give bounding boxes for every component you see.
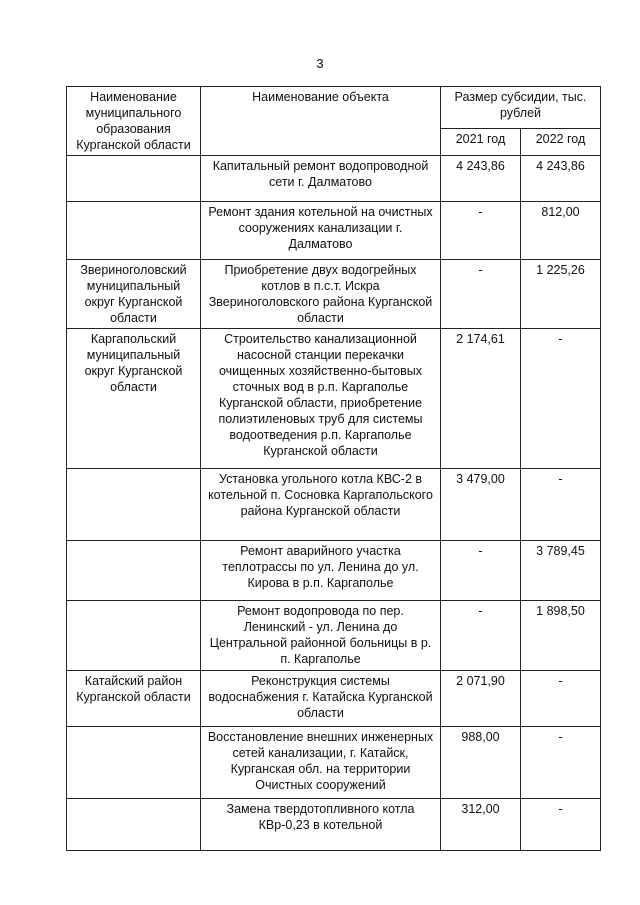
header-year-2021: 2021 год [441,129,521,156]
municipality-cell [67,601,201,671]
object-cell: Восстановление внешних инженерных сетей канализации, г. Катайск, Курганская обл. на территории Очистных сооружений [201,727,441,799]
page-number: 3 [316,56,324,71]
subsidy-table [66,86,601,851]
object-cell: Замена твердотопливного котла КВр-0,23 в котельной [201,799,441,851]
value-2022-cell: - [521,469,601,541]
municipality-cell [67,541,201,601]
value-2021-cell: 2 174,61 [441,329,521,469]
municipality-cell [67,727,201,799]
header-municipality: Наименование муниципального образования Курганской области [67,87,201,156]
object-cell: Капитальный ремонт водопроводной сети г. Далматово [201,156,441,202]
object-cell: Приобретение двух водогрейных котлов в п.с.т. Искра Звериноголовского района Курганской области [201,260,441,329]
header-subsidy: Размер субсидии, тыс. рублей [441,87,601,129]
value-2022-cell: 1 898,50 [521,601,601,671]
object-cell: Ремонт здания котельной на очистных сооружениях канализации г. Далматово [201,202,441,260]
municipality-cell: Звериноголовский муниципальный округ Курганской области [67,260,201,329]
municipality-cell: Каргапольский муниципальный округ Курганской области [67,329,201,469]
value-2022-cell: 812,00 [521,202,601,260]
object-cell: Строительство канализационной насосной станции перекачки очищенных хозяйственно-бытовых сточных вод в р.п. Каргаполье Курганской области, приобретение полиэтиленовых труб для системы водоотведения р.п. Каргаполье Курганской области [201,329,441,469]
table-row [67,202,601,260]
value-2021-cell: 3 479,00 [441,469,521,541]
value-2022-cell: - [521,727,601,799]
value-2022-cell: - [521,799,601,851]
value-2021-cell: - [441,260,521,329]
header-object: Наименование объекта [201,87,441,156]
header-year-2022: 2022 год [521,129,601,156]
value-2022-cell: 3 789,45 [521,541,601,601]
value-2021-cell: 4 243,86 [441,156,521,202]
municipality-cell [67,799,201,851]
municipality-cell [67,202,201,260]
value-2021-cell: - [441,202,521,260]
municipality-cell [67,156,201,202]
value-2022-cell: 1 225,26 [521,260,601,329]
value-2021-cell: 988,00 [441,727,521,799]
table-row [67,799,601,851]
object-cell: Ремонт аварийного участка теплотрассы по ул. Ленина до ул. Кирова в р.п. Каргаполье [201,541,441,601]
municipality-cell [67,469,201,541]
table-row [67,156,601,202]
object-cell: Ремонт водопровода по пер. Ленинский - ул. Ленина до Центральной районной больницы в р. п. Каргаполье [201,601,441,671]
object-cell: Реконструкция системы водоснабжения г. Катайска Курганской области [201,671,441,727]
object-cell: Установка угольного котла КВС-2 в котельной п. Сосновка Каргапольского района Курганской области [201,469,441,541]
value-2021-cell: - [441,601,521,671]
value-2022-cell: - [521,329,601,469]
value-2022-cell: - [521,671,601,727]
table-row [67,260,601,329]
table-row [67,671,601,727]
table-row [67,541,601,601]
value-2022-cell: 4 243,86 [521,156,601,202]
value-2021-cell: - [441,541,521,601]
value-2021-cell: 2 071,90 [441,671,521,727]
table-row [67,601,601,671]
table-row [67,469,601,541]
table-row [67,727,601,799]
table-body [67,156,601,851]
value-2021-cell: 312,00 [441,799,521,851]
municipality-cell: Катайский район Курганской области [67,671,201,727]
table-row [67,329,601,469]
